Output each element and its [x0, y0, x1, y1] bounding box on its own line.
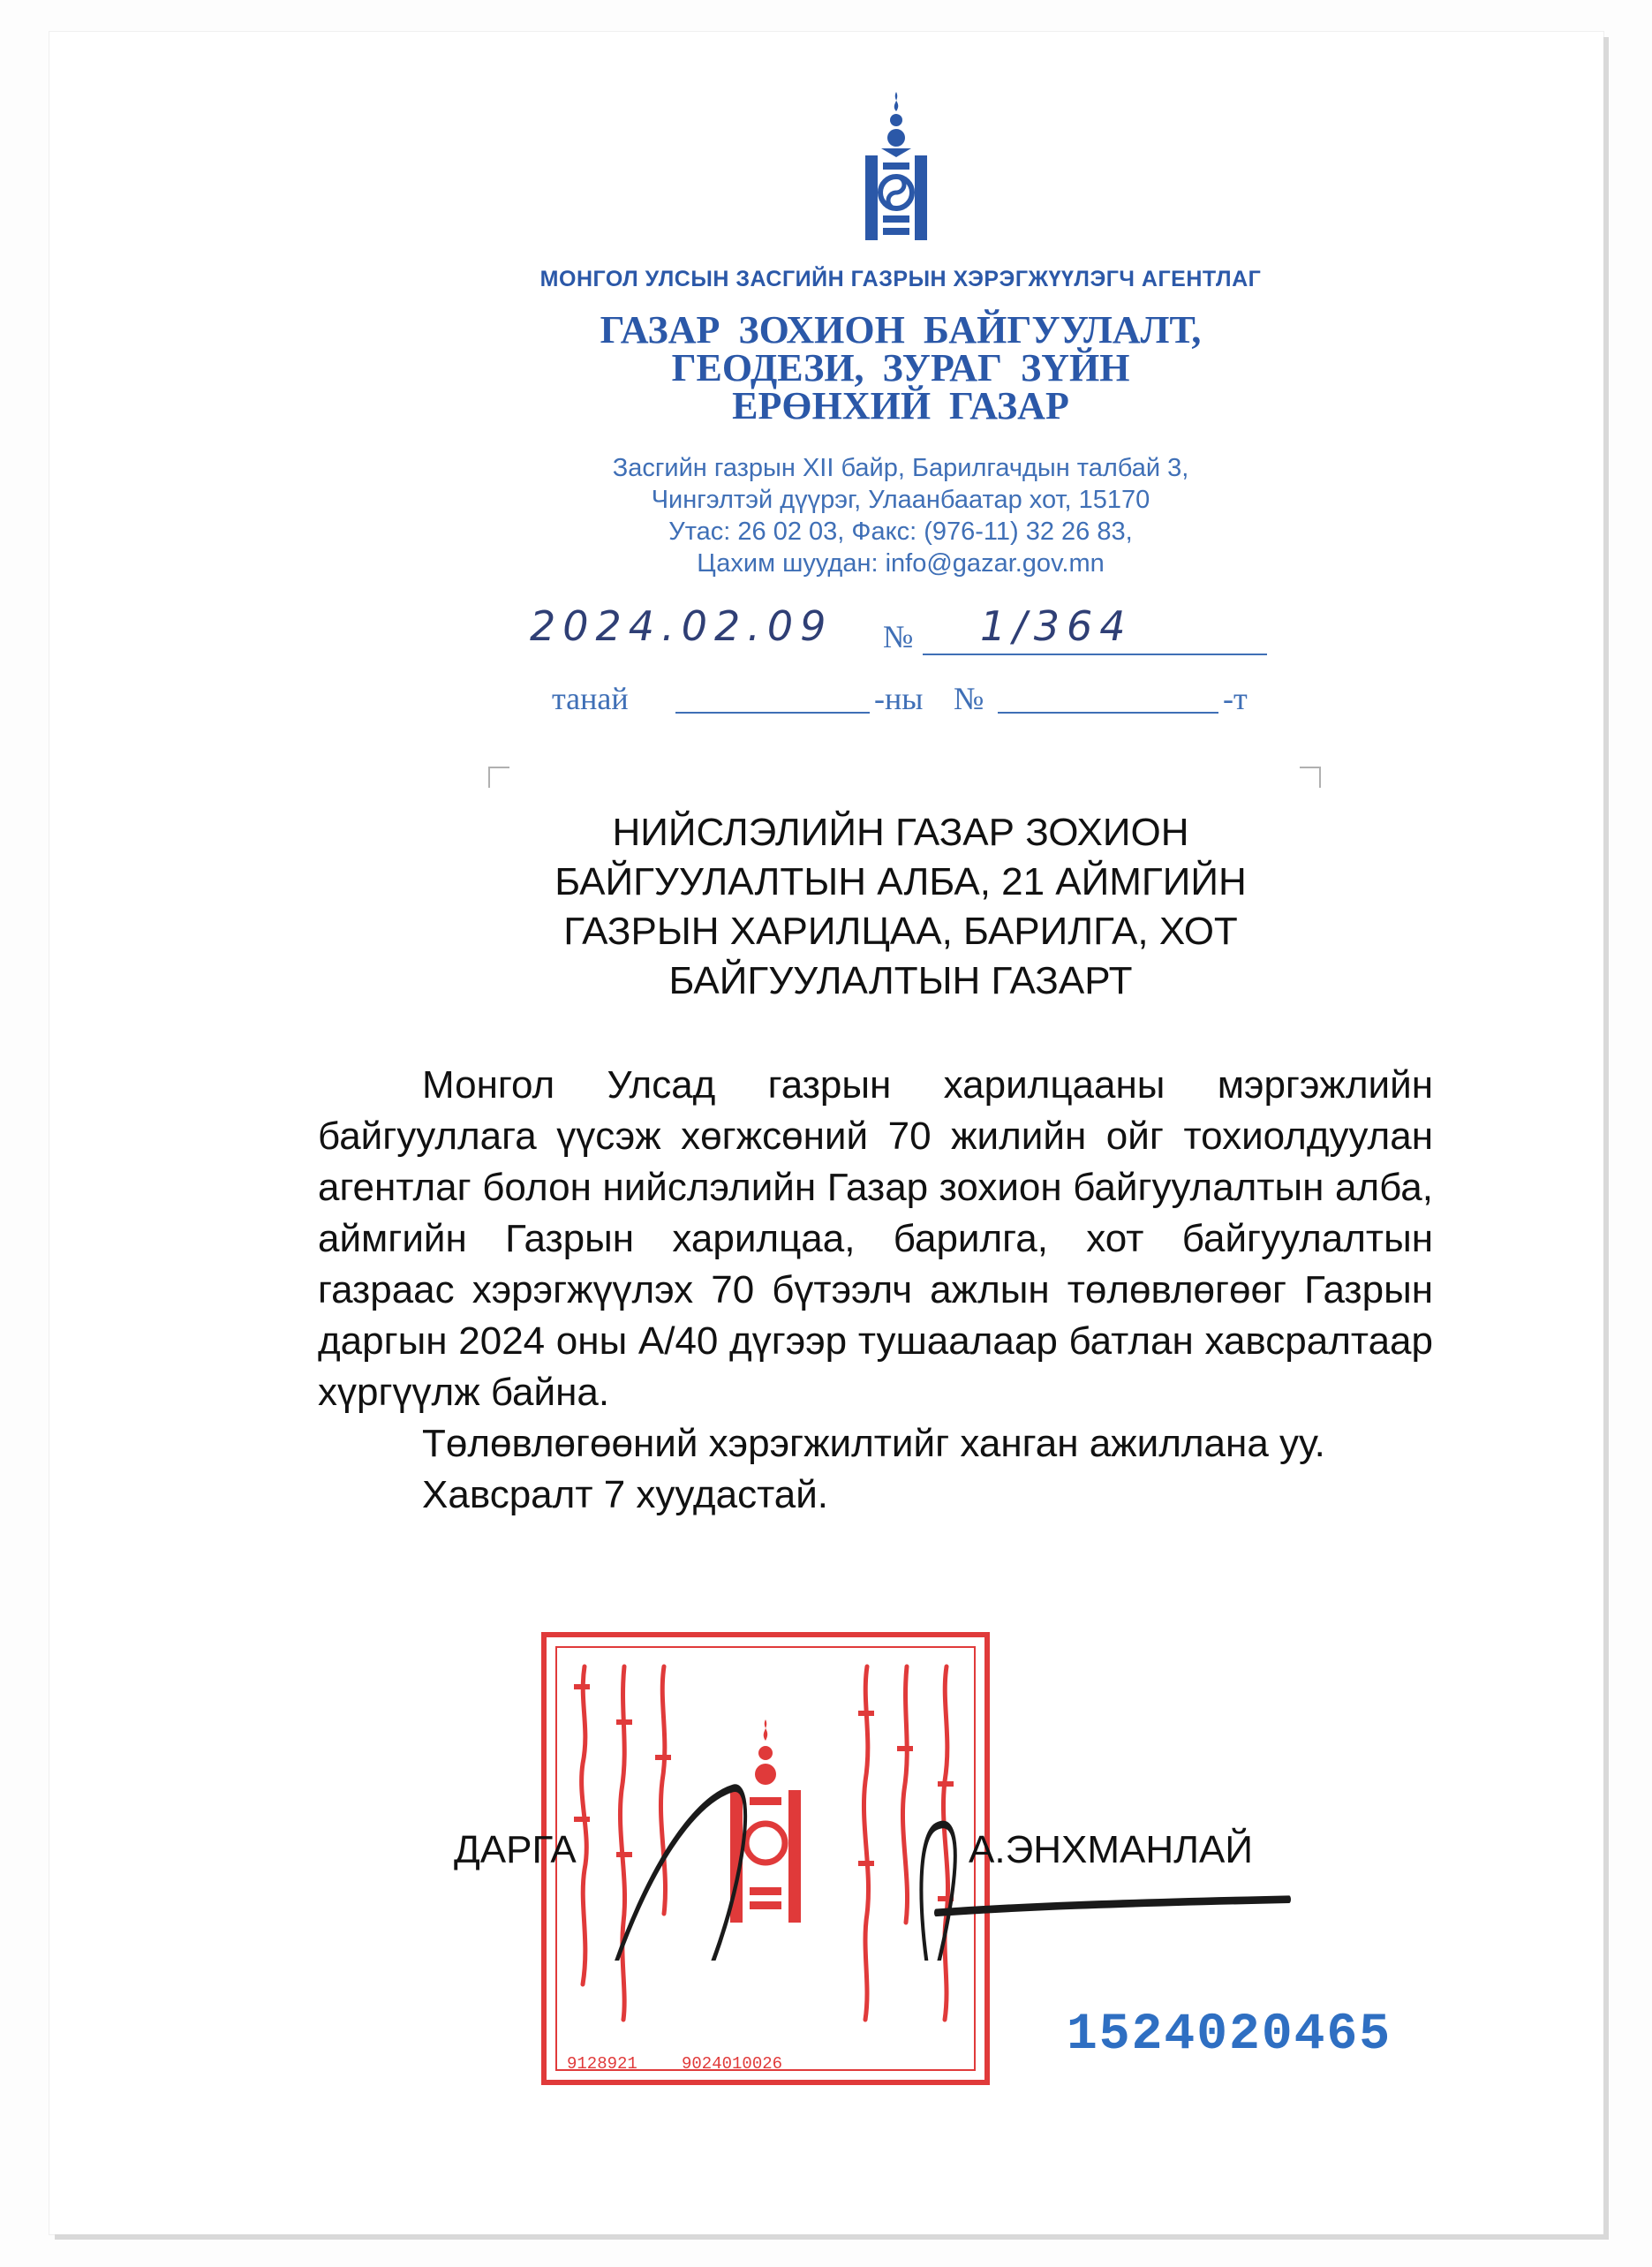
- number-underline: [923, 654, 1267, 655]
- org-name: [0, 308, 1652, 427]
- no-label: №: [954, 681, 984, 716]
- your-number-line: [998, 712, 1218, 714]
- addressee-line-2: БАЙГУУЛАЛТЫН АЛБА, 21 АЙМГИЙН: [554, 860, 1247, 903]
- letter-body: [318, 1060, 1433, 1521]
- letter-number: 1/364: [980, 602, 1133, 650]
- date-number-row: [530, 602, 1271, 655]
- letter-date: 2024.02.09: [530, 602, 834, 650]
- address-line-1: Засгийн газрын XII байр, Барилгачдын талбай 3,: [612, 454, 1189, 482]
- address-line-3: Утас: 26 02 03, Факс: (976-11) 32 26 83,: [668, 518, 1133, 546]
- org-name-line-1: ГАЗАР ЗОХИОН БАЙГУУЛАЛТ,: [600, 308, 1202, 351]
- address-block: [0, 452, 1652, 579]
- address-line-4: Цахим шуудан: info@gazar.gov.mn: [697, 549, 1105, 578]
- reference-row: [552, 680, 1258, 724]
- addressee-line-4: БАЙГУУЛАЛТЫН ГАЗАРТ: [668, 959, 1133, 1002]
- state-emblem-icon: [856, 88, 936, 247]
- addressee-corner-right: [1300, 767, 1321, 788]
- org-name-line-3: ЕРӨНХИЙ ГАЗАР: [732, 384, 1069, 427]
- address-line-2: Чингэлтэй дүүрэг, Улаанбаатар хот, 15170: [651, 486, 1150, 514]
- body-paragraph-2: Төлөвлөгөөний хэрэгжилтийг ханган ажиллана уу.: [422, 1422, 1325, 1465]
- ny-label: -ны: [874, 681, 924, 716]
- registration-number: 1524020465: [1067, 2006, 1392, 2064]
- handwritten-signature: [441, 1731, 1307, 1961]
- addressee-line-3: ГАЗРЫН ХАРИЛЦАА, БАРИЛГА, ХОТ: [563, 910, 1238, 953]
- addressee-corner-left: [488, 767, 509, 788]
- signer-name: А.ЭНХМАНЛАЙ: [969, 1828, 1253, 1871]
- t-label: -т: [1223, 681, 1248, 716]
- body-paragraph-3: Хавсралт 7 хуудастай.: [422, 1473, 829, 1516]
- stamp-number-left: 9128921: [567, 2054, 637, 2074]
- addressee-line-1: НИЙСЛЭЛИЙН ГАЗАР ЗОХИОН: [612, 811, 1189, 854]
- body-paragraph-1: Монгол Улсад газрын харилцааны мэргэжлийн байгууллага үүсэж хөгжсөний 70 жилийн ойг тохиолдуулан агентлаг болон нийслэлийн Газар зохион байгуулалтын алба, аймгийн Газрын харилцаа, барилга, хот байгуулалтын газраас хэрэгжүүлэх 70 бүтээлч ажлын төлөвлөгөөг Газрын даргын 2024 оны А/40 дүгээр тушаалаар батлан хавсралтаар хүргүүлж байна.: [318, 1063, 1433, 1414]
- addressee-block: [441, 808, 1360, 1006]
- your-date-line: [675, 712, 870, 714]
- your-label: танай: [552, 681, 629, 716]
- org-name-line-2: ГЕОДЕЗИ, ЗУРАГ ЗҮЙН: [671, 346, 1130, 389]
- agency-line: МОНГОЛ УЛСЫН ЗАСГИЙН ГАЗРЫН ХЭРЭГЖҮҮЛЭГЧ АГЕНТЛАГ: [539, 267, 1262, 291]
- number-label: №: [883, 619, 914, 654]
- stamp-number-right: 9024010026: [682, 2054, 783, 2074]
- signer-title: ДАРГА: [454, 1828, 577, 1871]
